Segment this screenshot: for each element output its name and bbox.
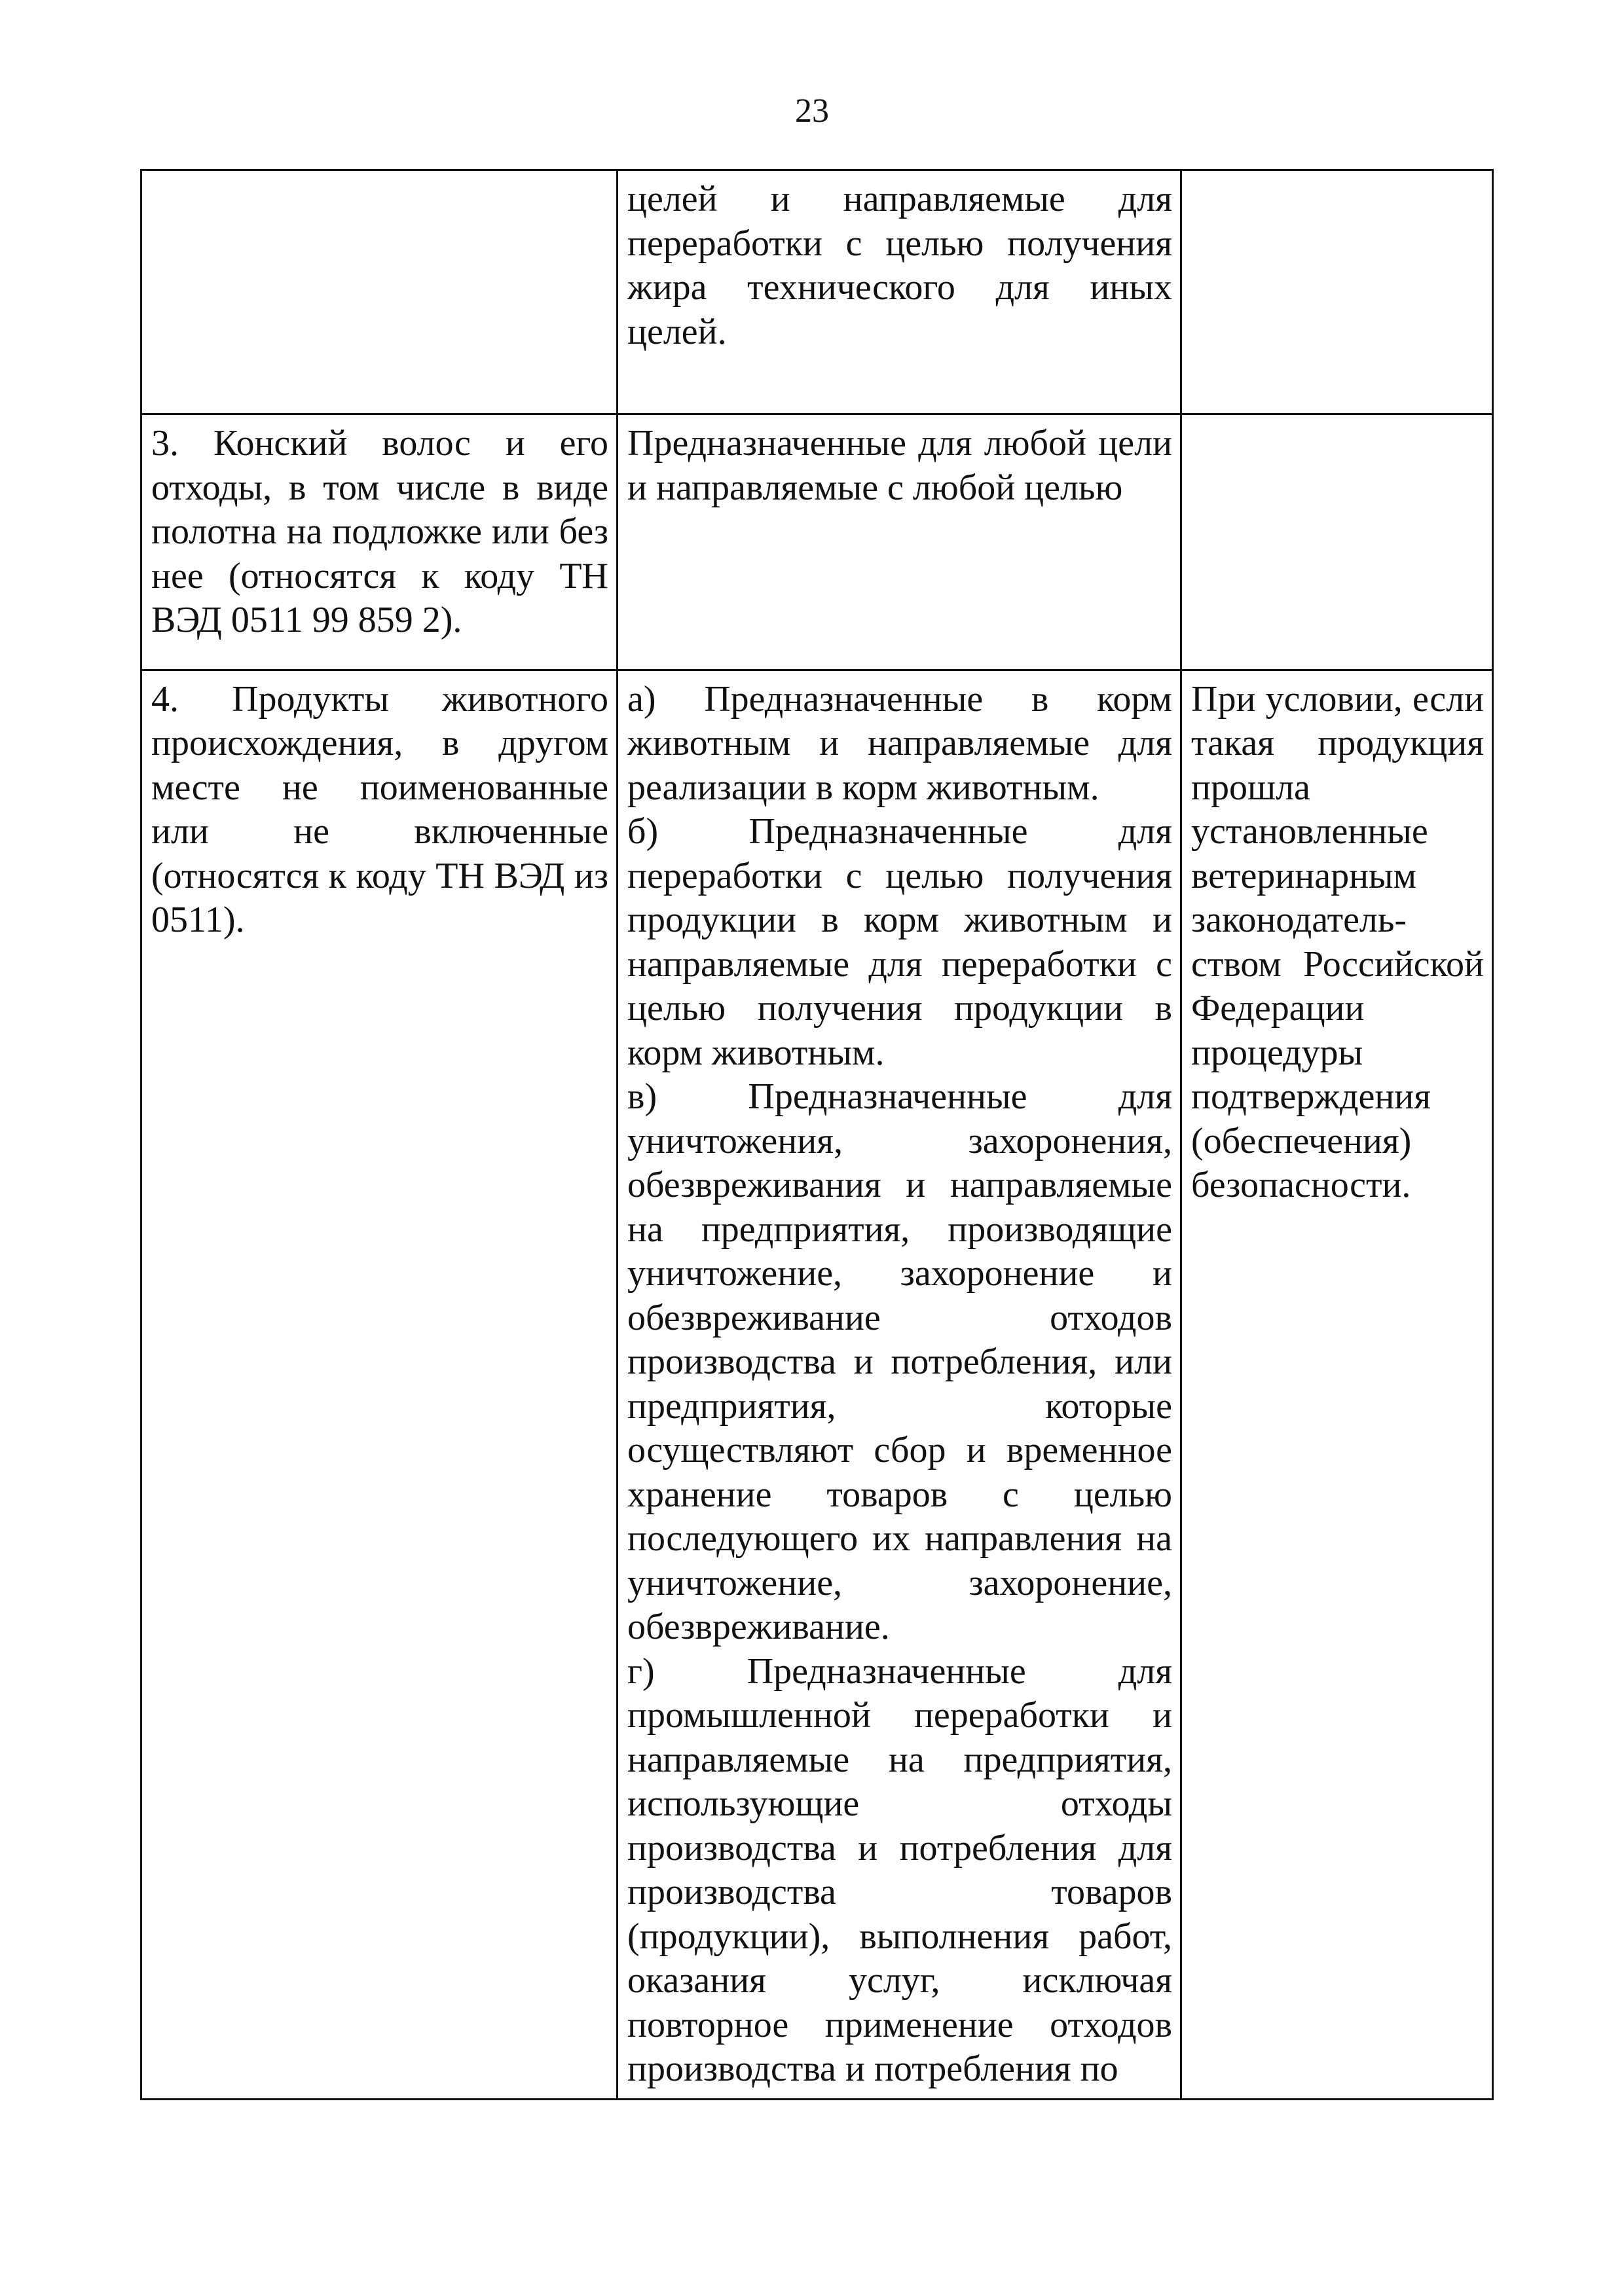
row-3-condition-cell: [1181, 670, 1493, 2099]
table-row: [141, 414, 1493, 670]
document-table: [140, 169, 1494, 2100]
row-3-product-text: 4. Продукты животного происхождения, в другом месте не поименованные или не включенные (относятся к коду ТН ВЭД из 0511).: [151, 678, 608, 940]
table-row: [141, 670, 1493, 2099]
page-number: 23: [795, 92, 829, 130]
row-2-product-cell: [141, 414, 618, 670]
purpose-item-v: в) Предназначенные для уничтожения, захоронения, обезвреживания и направляемые на предприятия, производящие уничтожение, захоронение и обезвреживание отходов производства и потребления, или предприятия, которые осуществляют сбор и временное хранение товаров с целью последующего их направления на уничтожение, захоронение, обезвреживание.: [627, 1076, 1172, 1647]
row-1-purpose-cell: [618, 170, 1181, 414]
row-3-purpose-cell: [618, 670, 1181, 2099]
row-2-purpose-cell: [618, 414, 1181, 670]
purpose-item-g: г) Предназначенные для промышленной переработки и направляемые на предприятия, использующие отходы производства и потребления для производства товаров (продукции), выполнения работ, оказания услуг, исключая повторное применение отходов производства и потребления по: [627, 1650, 1172, 2089]
purpose-item-a: а) Предназначенные в корм животным и направляемые для реализации в корм животным.: [627, 678, 1172, 808]
row-3-product-cell: [141, 670, 618, 2099]
row-1-condition-cell: [1181, 170, 1493, 414]
purpose-item-b: б) Предназначенные для переработки с целью получения продукции в корм животным и направляемые для переработки с целью получения продукции в корм животным.: [627, 811, 1172, 1073]
row-2-purpose-text: Предназначенные для любой цели и направляемые с любой целью: [627, 423, 1172, 508]
row-1-product-cell: [141, 170, 618, 414]
row-2-condition-cell: [1181, 414, 1493, 670]
row-3-condition-text: При условии, если такая продукция прошла установленные ветеринарным законодательством Российской Федерации процедуры подтверждения (обеспечения) безопасности.: [1191, 678, 1484, 1205]
row-2-product-text: 3. Конский волос и его отходы, в том числе в виде полотна на подложке или без нее (относятся к коду ТН ВЭД 0511 99 859 2).: [151, 423, 608, 640]
table-row: [141, 170, 1493, 414]
row-1-purpose-text: целей и направляемые для переработки с целью получения жира технического для иных целей.: [627, 179, 1172, 352]
